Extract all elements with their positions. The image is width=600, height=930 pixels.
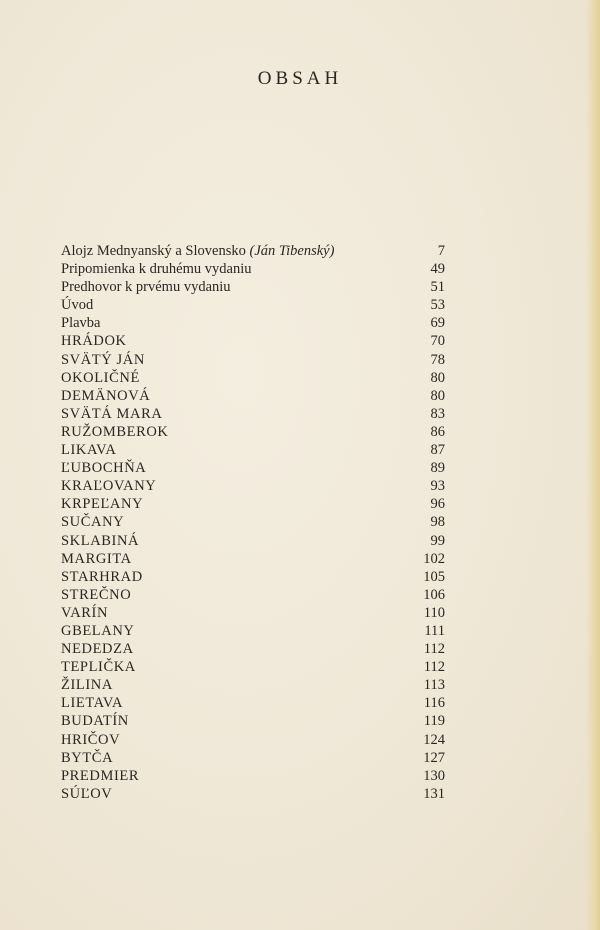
toc-entry-page: 80 — [430, 369, 445, 386]
toc-entry-title: SVÄTÝ JÁN — [61, 351, 145, 368]
toc-entry — [61, 586, 445, 604]
toc-entry-page: 113 — [423, 677, 445, 694]
toc-entry-page: 116 — [423, 695, 445, 712]
toc-entry-page: 89 — [430, 460, 445, 477]
toc-entry-title: PREDMIER — [61, 767, 140, 784]
toc-entry — [61, 405, 445, 423]
toc-entry-page: 112 — [423, 659, 445, 676]
toc-entry-page: 7 — [437, 243, 445, 259]
toc-entry-title: Pripomienka k druhému vydaniu — [61, 261, 252, 278]
toc-entry — [61, 296, 445, 314]
toc-entry-page: 87 — [430, 442, 445, 459]
toc-entry-title: HRIČOV — [61, 731, 121, 748]
toc-entry-title: Plavba — [61, 315, 101, 332]
toc-entry-title: HRÁDOK — [61, 333, 127, 350]
toc-entry-title: LIKAVA — [61, 442, 117, 459]
toc-entry-title: LIETAVA — [61, 695, 124, 712]
toc-entry-page: 119 — [423, 713, 445, 730]
toc-entry — [61, 694, 445, 712]
toc-entry — [61, 387, 445, 405]
toc-entry-title: KRPEĽANY — [61, 496, 144, 513]
toc-entry-title-line — [61, 242, 334, 260]
toc-entry — [61, 441, 445, 459]
toc-entry — [61, 640, 445, 658]
toc-entry-title: VARÍN — [61, 604, 109, 621]
toc-entry-title: TEPLIČKA — [61, 659, 136, 676]
toc-entry — [61, 731, 445, 749]
toc-entry — [61, 658, 445, 676]
toc-entry-page: 80 — [430, 387, 445, 404]
toc-entry-page: 93 — [430, 478, 445, 495]
toc-entry-page: 70 — [430, 333, 445, 350]
toc-entry — [61, 604, 445, 622]
toc-entry — [61, 314, 445, 332]
toc-entry-page: 49 — [430, 261, 445, 278]
toc-entry-author: (Ján Tibenský) — [249, 243, 335, 259]
toc-entry-title: BUDATÍN — [61, 713, 129, 730]
toc-entry — [61, 351, 445, 369]
toc-entry-page: 102 — [423, 550, 445, 567]
table-of-contents — [61, 242, 445, 803]
toc-entry — [61, 278, 445, 296]
toc-entry-page: 131 — [423, 785, 445, 802]
toc-entry-title: Alojz Mednyanský a Slovensko — [61, 243, 246, 259]
toc-entry-page: 112 — [423, 641, 445, 658]
toc-entry — [61, 767, 445, 785]
toc-entry-title: RUŽOMBEROK — [61, 423, 169, 440]
toc-entry-page: 130 — [423, 767, 445, 784]
toc-entry-page: 78 — [430, 351, 445, 368]
toc-entry — [61, 785, 445, 803]
toc-entry-page: 106 — [423, 586, 445, 603]
toc-entry-title: SÚĽOV — [61, 785, 113, 802]
toc-entry — [61, 550, 445, 568]
toc-entry-page: 124 — [423, 731, 445, 748]
toc-entry — [61, 622, 445, 640]
page-edge — [586, 0, 600, 930]
toc-entry-title: SVÄTÁ MARA — [61, 405, 163, 422]
toc-entry-page: 51 — [430, 279, 445, 296]
toc-entry-page: 86 — [430, 423, 445, 440]
toc-entry — [61, 477, 445, 495]
toc-entry-title: Úvod — [61, 297, 94, 314]
toc-entry-title: GBELANY — [61, 622, 135, 639]
toc-entry-title: MARGITA — [61, 550, 132, 567]
toc-entry-title: STARHRAD — [61, 568, 143, 585]
toc-entry-page: 105 — [423, 568, 445, 585]
toc-entry-title: ŽILINA — [61, 677, 113, 694]
toc-entry-title: BYTČA — [61, 749, 114, 766]
toc-entry — [61, 423, 445, 441]
toc-entry-title: SKLABINÁ — [61, 532, 140, 549]
toc-entry — [61, 749, 445, 767]
toc-entry — [61, 676, 445, 694]
toc-entry-title: NEDEDZA — [61, 641, 134, 658]
toc-entry-title: OKOLIČNÉ — [61, 369, 140, 386]
toc-entry-title: Predhovor k prvému vydaniu — [61, 279, 231, 296]
toc-entry — [61, 332, 445, 350]
toc-entry-title: STREČNO — [61, 586, 132, 603]
toc-entry-title: DEMÄNOVÁ — [61, 387, 151, 404]
toc-entry-page: 110 — [423, 604, 445, 621]
toc-entry-title: KRAĽOVANY — [61, 478, 157, 495]
toc-entry — [61, 242, 445, 260]
toc-entry-page: 83 — [430, 405, 445, 422]
toc-entry — [61, 532, 445, 550]
toc-entry — [61, 495, 445, 513]
toc-entry — [61, 260, 445, 278]
page-title: OBSAH — [257, 68, 343, 89]
toc-entry-page: 98 — [430, 514, 445, 531]
toc-entry-page: 69 — [430, 315, 445, 332]
toc-entry — [61, 712, 445, 730]
toc-entry-title: SUČANY — [61, 514, 125, 531]
toc-entry-page: 111 — [424, 622, 445, 639]
toc-entry — [61, 369, 445, 387]
toc-entry-page: 96 — [430, 496, 445, 513]
toc-entry — [61, 459, 445, 477]
toc-entry — [61, 568, 445, 586]
toc-entry-page: 99 — [430, 532, 445, 549]
toc-entry — [61, 513, 445, 531]
toc-entry-page: 127 — [423, 749, 445, 766]
toc-entry-page: 53 — [430, 297, 445, 314]
toc-entry-title: ĽUBOCHŇA — [61, 460, 147, 477]
